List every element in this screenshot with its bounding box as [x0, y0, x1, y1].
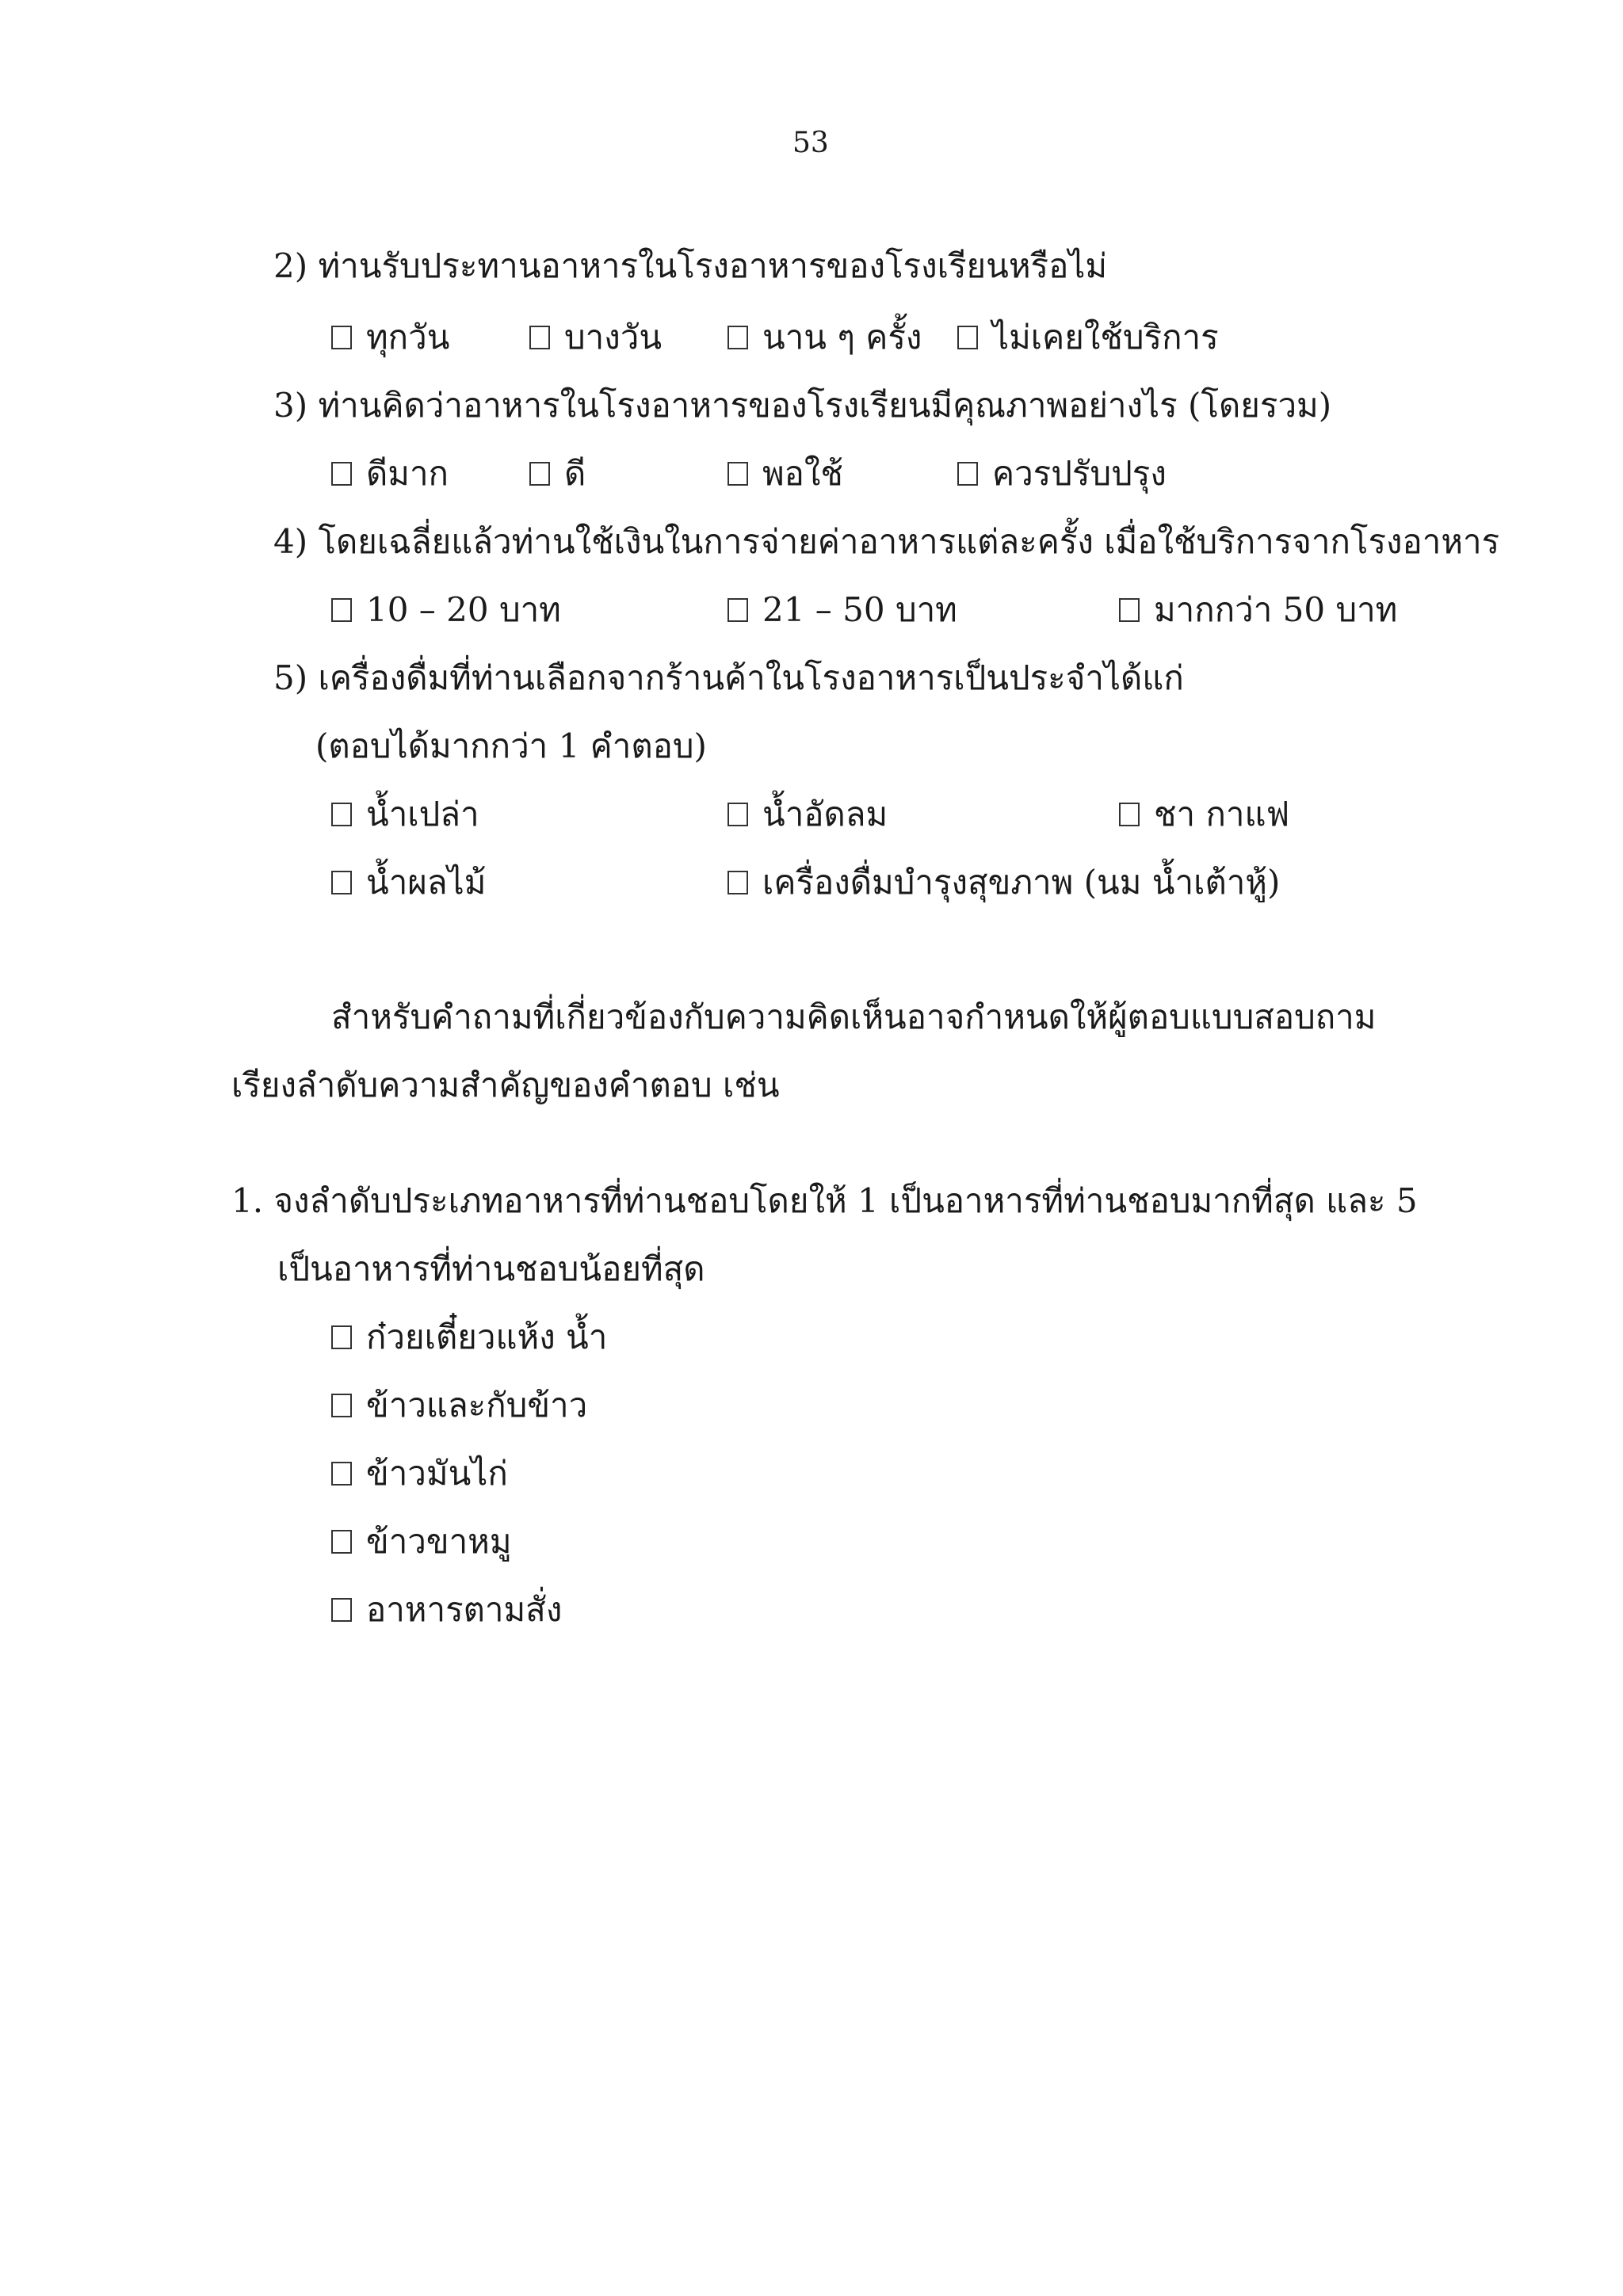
- q2-option-1[interactable]: [331, 315, 449, 360]
- q4-option-3[interactable]: [1119, 588, 1397, 632]
- option-label: ควรปรับปรุง: [992, 454, 1167, 493]
- checkbox[interactable]: [727, 326, 748, 349]
- page-number: 53: [792, 127, 829, 159]
- q3-option-1[interactable]: [331, 452, 449, 496]
- checkbox[interactable]: [529, 326, 550, 349]
- q5-option-2[interactable]: [727, 792, 888, 837]
- option-label: น้ำเปล่า: [366, 795, 479, 833]
- checkbox[interactable]: [331, 871, 352, 894]
- option-label: อาหารตามสั่ง: [366, 1590, 563, 1629]
- rank-question-line-1: 1. จงลำดับประเภทอาหารที่ท่านชอบโดยให้ 1 เป็นอาหารที่ท่านชอบมากที่สุด และ 5: [231, 1181, 1418, 1220]
- question-5-note: (ตอบได้มากกว่า 1 คำตอบ): [315, 727, 707, 765]
- option-label: ข้าวขาหมู: [366, 1522, 512, 1561]
- q5-option-1[interactable]: [331, 792, 479, 837]
- paragraph-line-2: เรียงลำดับความสำคัญของคำตอบ เช่น: [231, 1066, 780, 1104]
- q3-option-4[interactable]: [957, 452, 1167, 496]
- checkbox[interactable]: [331, 1598, 352, 1622]
- checkbox[interactable]: [727, 598, 748, 622]
- checkbox[interactable]: [331, 1394, 352, 1417]
- option-label: ไม่เคยใช้บริการ: [992, 318, 1219, 357]
- checkbox[interactable]: [1119, 803, 1140, 826]
- checkbox[interactable]: [529, 462, 550, 486]
- checkbox[interactable]: [331, 326, 352, 349]
- question-4: 4) โดยเฉลี่ยแล้วท่านใช้เงินในการจ่ายค่าอาหารแต่ละครั้ง เมื่อใช้บริการจากโรงอาหาร: [273, 522, 1500, 561]
- checkbox[interactable]: [957, 326, 978, 349]
- checkbox[interactable]: [957, 462, 978, 486]
- q3-option-2[interactable]: [529, 452, 586, 496]
- q5-option-3[interactable]: [1119, 792, 1289, 837]
- checkbox[interactable]: [727, 803, 748, 826]
- checkbox[interactable]: [331, 462, 352, 486]
- paragraph-line-1: สำหรับคำถามที่เกี่ยวข้องกับความคิดเห็นอาจกำหนดให้ผู้ตอบแบบสอบถาม: [331, 997, 1377, 1036]
- checkbox[interactable]: [331, 803, 352, 826]
- option-label: ดีมาก: [366, 454, 449, 493]
- checkbox[interactable]: [331, 1530, 352, 1554]
- option-label: 10 – 20 บาท: [366, 590, 561, 629]
- rank-question-line-2: เป็นอาหารที่ท่านชอบน้อยที่สุด: [277, 1249, 705, 1288]
- q4-option-1[interactable]: [331, 588, 561, 632]
- rank-option-1[interactable]: [331, 1315, 607, 1360]
- option-label: ข้าวและกับข้าว: [366, 1386, 588, 1425]
- option-label: นาน ๆ ครั้ง: [762, 318, 922, 357]
- question-5: 5) เครื่องดื่มที่ท่านเลือกจากร้านค้าในโรงอาหารเป็นประจำได้แก่: [273, 658, 1184, 697]
- question-3: 3) ท่านคิดว่าอาหารในโรงอาหารของโรงเรียนมีคุณภาพอย่างไร (โดยรวม): [273, 386, 1332, 425]
- q2-option-4[interactable]: [957, 315, 1219, 360]
- option-label: ข้าวมันไก่: [366, 1454, 508, 1493]
- q2-option-3[interactable]: [727, 315, 922, 360]
- option-label: ดี: [564, 454, 586, 493]
- q5-option-4[interactable]: [331, 860, 486, 905]
- option-label: เครื่องดื่มบำรุงสุขภาพ (นม น้ำเต้าหู้): [762, 863, 1281, 902]
- checkbox[interactable]: [331, 598, 352, 622]
- option-label: น้ำอัดลม: [762, 795, 888, 833]
- q3-option-3[interactable]: [727, 452, 843, 496]
- question-2: 2) ท่านรับประทานอาหารในโรงอาหารของโรงเรียนหรือไม่: [273, 246, 1108, 285]
- option-label: ชา กาแฟ: [1154, 795, 1290, 833]
- rank-option-5[interactable]: [331, 1588, 562, 1632]
- option-label: มากกว่า 50 บาท: [1154, 590, 1398, 629]
- checkbox[interactable]: [727, 871, 748, 894]
- checkbox[interactable]: [331, 1462, 352, 1486]
- checkbox[interactable]: [727, 462, 748, 486]
- option-label: น้ำผลไม้: [366, 863, 487, 902]
- option-label: ทุกวัน: [366, 318, 450, 357]
- checkbox[interactable]: [1119, 598, 1140, 622]
- option-label: พอใช้: [762, 454, 843, 493]
- option-label: 21 – 50 บาท: [762, 590, 957, 629]
- rank-option-3[interactable]: [331, 1451, 508, 1496]
- option-label: ก๋วยเตี๋ยวแห้ง น้ำ: [366, 1318, 608, 1356]
- q4-option-2[interactable]: [727, 588, 957, 632]
- rank-option-4[interactable]: [331, 1520, 512, 1564]
- q5-option-5[interactable]: [727, 860, 1280, 905]
- q2-option-2[interactable]: [529, 315, 662, 360]
- checkbox[interactable]: [331, 1325, 352, 1349]
- rank-option-2[interactable]: [331, 1383, 587, 1428]
- option-label: บางวัน: [564, 318, 663, 357]
